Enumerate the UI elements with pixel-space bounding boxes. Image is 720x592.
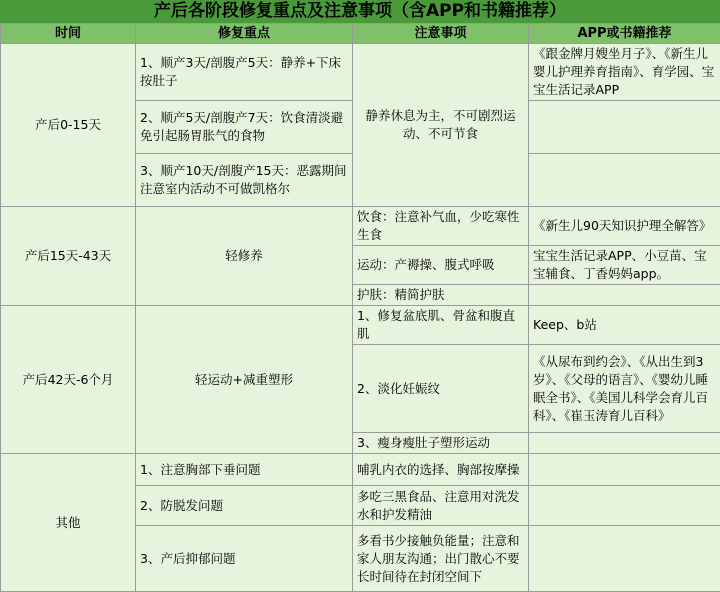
recommend-cell: 《新生儿90天知识护理全解答》 bbox=[529, 207, 720, 246]
header-notes: 注意事项 bbox=[353, 24, 529, 44]
table-row bbox=[1, 306, 720, 345]
focus-cell: 轻运动+减重塑形 bbox=[136, 306, 353, 454]
focus-cell: 3、产后抑郁问题 bbox=[136, 526, 353, 592]
page-title: 产后各阶段修复重点及注意事项（含APP和书籍推荐） bbox=[0, 0, 720, 24]
recommend-empty-cell bbox=[529, 454, 720, 486]
notes-cell: 护肤：精简护肤 bbox=[353, 285, 529, 306]
table-row bbox=[1, 44, 720, 101]
period-cell: 产后15天-43天 bbox=[1, 207, 136, 306]
recommend-cell: 宝宝生活记录APP、小豆苗、宝宝辅食、丁香妈妈app。 bbox=[529, 246, 720, 285]
period-cell: 产后42天-6个月 bbox=[1, 306, 136, 454]
recommend-empty-cell bbox=[529, 154, 720, 207]
table-row bbox=[1, 207, 720, 246]
header-focus: 修复重点 bbox=[136, 24, 353, 44]
notes-cell: 饮食：注意补气血，少吃寒性生食 bbox=[353, 207, 529, 246]
recommend-cell: Keep、b站 bbox=[529, 306, 720, 345]
focus-cell: 1、注意胸部下垂问题 bbox=[136, 454, 353, 486]
recommend-cell: 《跟金牌月嫂坐月子》、《新生儿婴儿护理养育指南》、育学园、宝宝生活记录APP bbox=[529, 44, 720, 101]
focus-cell: 3、顺产10天/剖腹产15天：恶露期间注意室内活动不可做凯格尔 bbox=[136, 154, 353, 207]
recommend-empty-cell bbox=[529, 101, 720, 154]
notes-cell: 1、修复盆底肌、骨盆和腹直肌 bbox=[353, 306, 529, 345]
recommend-empty-cell bbox=[529, 526, 720, 592]
focus-cell: 2、防脱发问题 bbox=[136, 486, 353, 526]
header-recommend: APP或书籍推荐 bbox=[529, 24, 720, 44]
focus-cell: 轻修养 bbox=[136, 207, 353, 306]
recommend-empty-cell bbox=[529, 285, 720, 306]
notes-cell: 运动：产褥操、腹式呼吸 bbox=[353, 246, 529, 285]
notes-cell: 3、瘦身瘦肚子塑形运动 bbox=[353, 433, 529, 454]
notes-cell: 多看书少接触负能量；注意和家人朋友沟通；出门散心不要长时间待在封闭空间下 bbox=[353, 526, 529, 592]
focus-cell: 2、顺产5天/剖腹产7天：饮食清淡避免引起肠胃胀气的食物 bbox=[136, 101, 353, 154]
header-time: 时间 bbox=[1, 24, 136, 44]
notes-cell: 2、淡化妊娠纹 bbox=[353, 345, 529, 433]
table-row bbox=[1, 454, 720, 486]
header-row bbox=[1, 24, 720, 44]
notes-cell: 静养休息为主，不可剧烈运动、不可节食 bbox=[353, 44, 529, 207]
notes-cell: 哺乳内衣的选择、胸部按摩操 bbox=[353, 454, 529, 486]
period-cell: 其他 bbox=[1, 454, 136, 592]
recommend-cell: 《从尿布到约会》、《从出生到3岁》、《父母的语言》、《婴幼儿睡眠全书》、《美国儿科学会育儿百科》、《崔玉涛育儿百科》 bbox=[529, 345, 720, 433]
recommend-empty-cell bbox=[529, 486, 720, 526]
period-cell: 产后0-15天 bbox=[1, 44, 136, 207]
notes-cell: 多吃三黑食品、注意用对洗发水和护发精油 bbox=[353, 486, 529, 526]
focus-cell: 1、顺产3天/剖腹产5天：静养+下床按肚子 bbox=[136, 44, 353, 101]
recovery-table bbox=[0, 23, 720, 592]
recommend-empty-cell bbox=[529, 433, 720, 454]
